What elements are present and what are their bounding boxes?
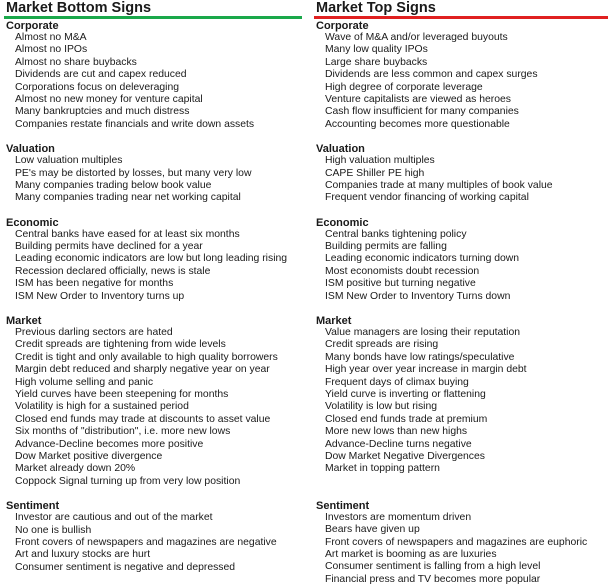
list-item: Previous darling sectors are hated [15, 327, 173, 339]
list-item: Investor are cautious and out of the market [15, 512, 213, 524]
list-item: Venture capitalists are viewed as heroes [325, 93, 511, 105]
list-item: Dividends are less common and capex surges [325, 69, 538, 81]
list-item: Six months of "distribution", i.e. more new lows [15, 426, 231, 438]
sections [314, 20, 608, 586]
list-item: Market in topping pattern [325, 463, 440, 475]
list-item: Market already down 20% [15, 463, 136, 475]
section-heading: Corporate [6, 20, 59, 32]
list-item: Building permits have declined for a year [15, 241, 203, 253]
list-item: Art and luxury stocks are hurt [15, 549, 151, 561]
list-item: Margin debt reduced and sharply negative year on year [15, 364, 270, 376]
list-item: Building permits are falling [325, 241, 447, 253]
list-item: Accounting becomes more questionable [325, 118, 510, 130]
section-market [314, 315, 608, 476]
list-item: Art market is booming as are luxuries [325, 548, 497, 560]
list-item: Almost no M&A [15, 32, 87, 43]
list-item: Low valuation multiples [15, 155, 123, 167]
section-valuation [4, 143, 302, 205]
list-item: Most economists doubt recession [325, 265, 480, 277]
list-item: Many companies trading below book value [15, 179, 212, 191]
list-item: Financial press and TV becomes more popular [325, 573, 541, 585]
market-top-column [314, 0, 608, 586]
list-item: High degree of corporate leverage [325, 81, 483, 93]
list-item: Leading economic indicators are low but long leading rising [15, 253, 288, 265]
section-heading: Sentiment [6, 500, 60, 513]
section-heading: Market [6, 315, 42, 328]
list-item: Central banks have eased for at least six months [15, 228, 240, 240]
list-item: Companies restate financials and write down assets [15, 118, 255, 130]
section-heading: Corporate [316, 20, 369, 32]
list-item: ISM New Order to Inventory Turns down [325, 290, 511, 302]
list-item: Many bonds have low ratings/speculative [325, 351, 515, 363]
list-item: Many companies trading near net working capital [15, 192, 241, 204]
section-market [4, 315, 302, 488]
list-item: Many bankruptcies and much distress [15, 106, 190, 118]
section-heading: Valuation [6, 143, 55, 156]
list-item: Leading economic indicators turning down [325, 253, 520, 265]
list-item: Almost no share buybacks [15, 56, 137, 68]
list-item: Central banks tightening policy [325, 228, 467, 240]
list-item: Yield curve is inverting or flattening [325, 388, 486, 400]
list-item: Dividends are cut and capex reduced [15, 69, 187, 81]
list-item: Consumer sentiment is falling from a high level [325, 561, 541, 573]
list-item: High year over year increase in margin debt [325, 364, 527, 376]
green-divider [4, 16, 302, 19]
sections [4, 20, 302, 574]
list-item: ISM has been negative for months [15, 278, 174, 290]
list-item: Volatility is high for a sustained period [15, 401, 189, 413]
list-item: High volume selling and panic [15, 376, 154, 388]
list-item: Bears have given up [325, 524, 420, 536]
list-item: PE's may be distorted by losses, but many very low [15, 167, 252, 179]
list-item: Front covers of newspapers and magazines are euphoric [325, 536, 588, 548]
section-corporate [314, 20, 608, 131]
section-valuation [314, 143, 608, 205]
list-item: ISM positive but turning negative [325, 278, 476, 290]
list-item: Closed end funds may trade at discounts to asset value [15, 413, 271, 425]
red-divider [314, 16, 608, 19]
list-item: Volatility is low but rising [325, 401, 438, 413]
list-item: Credit is tight and only available to high quality borrowers [15, 351, 278, 363]
list-item: Frequent days of climax buying [325, 376, 469, 388]
section-heading: Market [316, 315, 352, 328]
list-item: More new lows than new highs [325, 426, 468, 438]
list-item: Frequent vendor financing of working capital [325, 192, 529, 204]
list-item: No one is bullish [15, 524, 92, 536]
list-item: Large share buybacks [325, 56, 428, 68]
list-item: Cash flow insufficient for many companies [325, 106, 519, 118]
list-item: Yield curves have been steepening for months [15, 388, 229, 400]
list-item: Dow Market positive divergence [15, 450, 163, 462]
section-heading: Sentiment [316, 499, 370, 512]
section-sentiment [4, 500, 302, 574]
list-item: Advance-Decline becomes more positive [15, 438, 204, 450]
market-bottom-column [4, 0, 302, 574]
list-item: Many low quality IPOs [325, 44, 428, 56]
section-economic [4, 217, 302, 303]
list-item: Front covers of newspapers and magazines are negative [15, 536, 277, 548]
section-economic [314, 217, 608, 303]
list-item: Recession declared officially, news is stale [15, 265, 211, 277]
list-item: ISM New Order to Inventory turns up [15, 290, 185, 302]
list-item: Almost no new money for venture capital [15, 93, 203, 105]
list-item: Corporations focus on deleveraging [15, 81, 180, 93]
list-item: Dow Market Negative Divergences [325, 450, 485, 462]
column-title: Market Bottom Signs [6, 0, 152, 16]
list-item: Almost no IPOs [15, 44, 88, 56]
list-item: Closed end funds trade at premium [325, 413, 488, 425]
list-item: Value managers are losing their reputation [325, 327, 521, 339]
section-heading: Economic [316, 216, 369, 229]
column-title: Market Top Signs [316, 0, 436, 16]
list-item: Coppock Signal turning up from very low position [15, 475, 241, 487]
list-item: Companies trade at many multiples of book value [325, 179, 553, 191]
section-heading: Valuation [316, 143, 365, 156]
section-sentiment [314, 500, 608, 586]
section-heading: Economic [6, 216, 59, 229]
list-item: Consumer sentiment is negative and depressed [15, 561, 236, 573]
list-item: High valuation multiples [325, 155, 435, 167]
section-corporate [4, 20, 302, 131]
list-item: Advance-Decline turns negative [325, 438, 472, 450]
list-item: Credit spreads are rising [325, 339, 439, 351]
list-item: Investors are momentum driven [325, 511, 472, 523]
list-item: CAPE Shiller PE high [325, 167, 425, 179]
list-item: Wave of M&A and/or leveraged buyouts [325, 32, 508, 43]
list-item: Credit spreads are tightening from wide levels [15, 339, 226, 351]
